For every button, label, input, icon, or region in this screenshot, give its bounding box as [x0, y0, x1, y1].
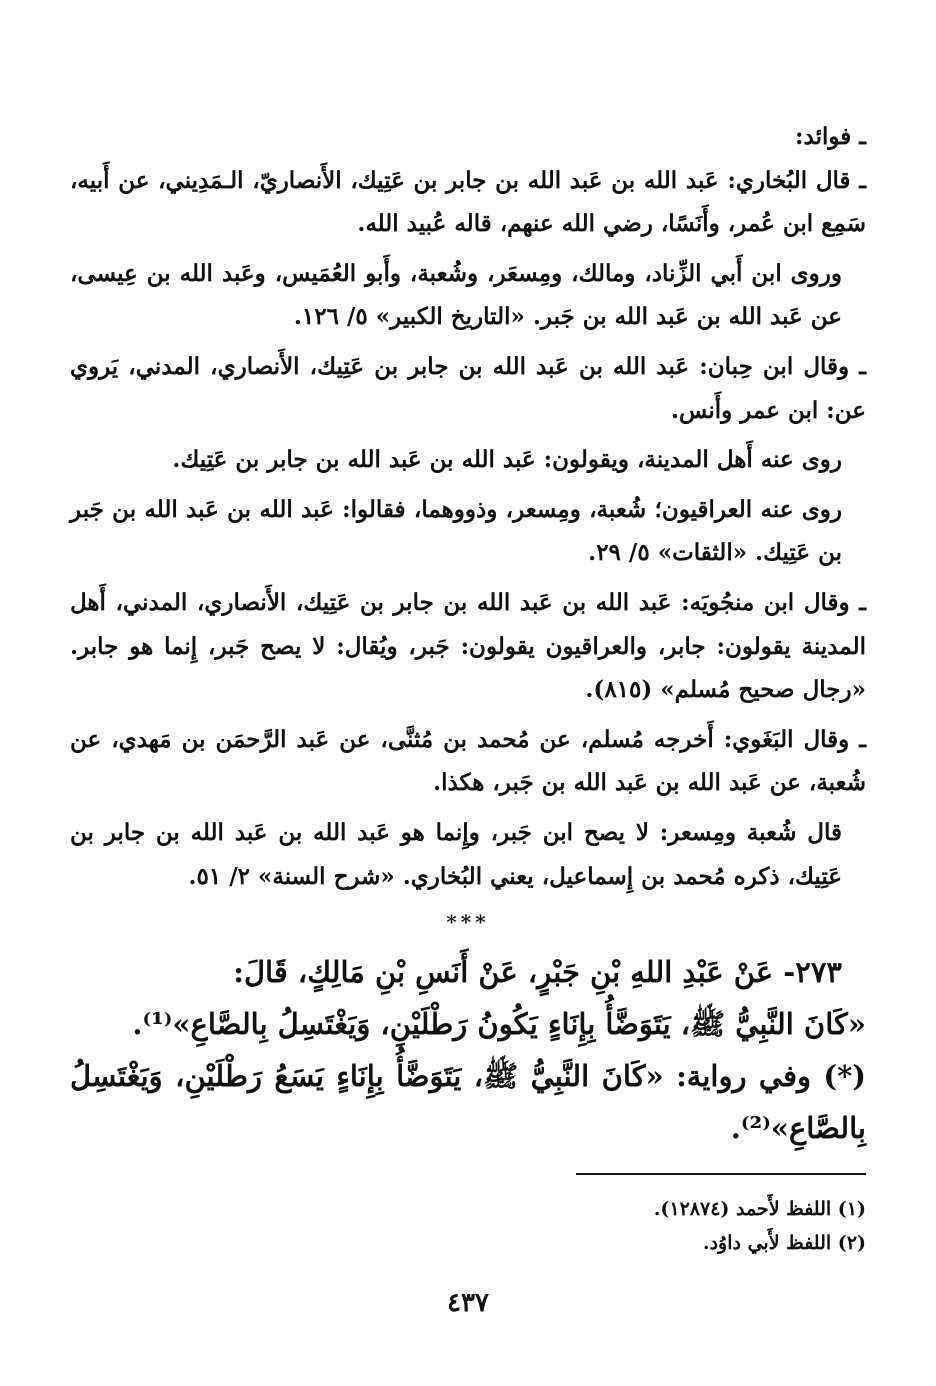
- hadith-isnad: ٢٧٣- عَنْ عَبْدِ اللهِ بْنِ جَبْرٍ، عَنْ أَنَسِ بْنِ مَالِكٍ، قَالَ:: [233, 955, 842, 990]
- footnotes: [70, 1192, 866, 1260]
- paragraph-ibn-manjuyah: ـ وقال ابن منجُويَه: عَبد الله بن عَبد الله بن جابر بن عَتِيك، الأَنصاري، المدني، أَهل المدينة يقولون: جابر، والعراقيون يقولون: جَبر، ويُقال: لا يصح جَبر، إِنما هو جابر. «رجال صحيح مُسلم» (٨١٥).: [70, 588, 866, 704]
- paragraph-baghawi: ـ وقال البَغَوي: أَخرجه مُسلم، عن مُحمد بن مُثنَّى، عن عَبد الرَّحمَن بن مَهدي، عن شُعبة، عن عَبد الله بن عَبد الله بن جَبر، هكذا.: [70, 725, 866, 797]
- footnote-2: (٢) اللفظ لأَبي داوُد.: [702, 1232, 866, 1254]
- page-number: ٤٣٧: [447, 1288, 489, 1318]
- paragraph-riwaya: وروى ابن أَبي الزِّناد، ومالك، ومِسعَر، وشُعبة، وأَبو العُمَيس، وعَبد الله بن عِيسى، عن عَبد الله بن عَبد الله بن جَبر. «التاريخ الكبير» ٥/ ١٢٦.: [70, 259, 842, 331]
- section-separator: ***: [446, 910, 490, 935]
- section-heading: ـ فوائد:: [795, 123, 866, 150]
- paragraph-ibn-hibban: ـ وقال ابن حِبان: عَبد الله بن عَبد الله بن جابر بن عَتِيك، الأَنصاري، المدني، يَروي عن: ابن عمر وأَنس.: [70, 352, 866, 424]
- hadith-variant: (*) وفي رواية: «كَانَ النَّبِيُّ ﷺ، يَتَوَضَّأُ بِإِنَاءٍ يَسَعُ رَطْلَيْنِ، وَيَغْتَسِلُ بِالصَّاعِ»⁽²⁾.: [70, 1059, 866, 1146]
- footnote-1: (١) اللفظ لأَحمد (١٢٨٧٤).: [653, 1198, 866, 1220]
- paragraph-shuba: قال شُعبة ومِسعر: لا يصح ابن جَبر، وإِنما هو عَبد الله بن عَبد الله بن جابر بن عَتِيك، ذكره مُحمد بن إِسماعيل، يعني البُخاري. «شرح السنة» ٢/ ٥١.: [70, 818, 842, 890]
- paragraph-bukhari: ـ قال البُخاري: عَبد الله بن عَبد الله بن جابر بن عَتِيك، الأَنصاريّ، الـمَدِيني، عن أَبيه، سَمِع ابن عُمر، وأَنَسًا، رضي الله عنهم، قاله عُبيد الله.: [70, 166, 866, 238]
- main-text: [70, 115, 866, 1154]
- hadith-matn: «كَانَ النَّبِيُّ ﷺ، يَتَوَضَّأُ بِإِنَاءٍ يَكُونُ رَطْلَيْنِ، وَيَغْتَسِلُ بِالصَّاعِ»⁽¹⁾.: [132, 1007, 866, 1042]
- paragraph-iraqiyun: روى عنه العراقيون؛ شُعبة، ومِسعر، وذووهما، فقالوا: عَبد الله بن عَبد الله بن جَبر بن عَتِيك. «الثقات» ٥/ ٢٩.: [70, 495, 842, 567]
- footnote-divider: [576, 1173, 866, 1175]
- paragraph-madina: روى عنه أَهل المدينة، ويقولون: عَبد الله بن عَبد الله بن جابر بن عَتِيك.: [172, 446, 842, 474]
